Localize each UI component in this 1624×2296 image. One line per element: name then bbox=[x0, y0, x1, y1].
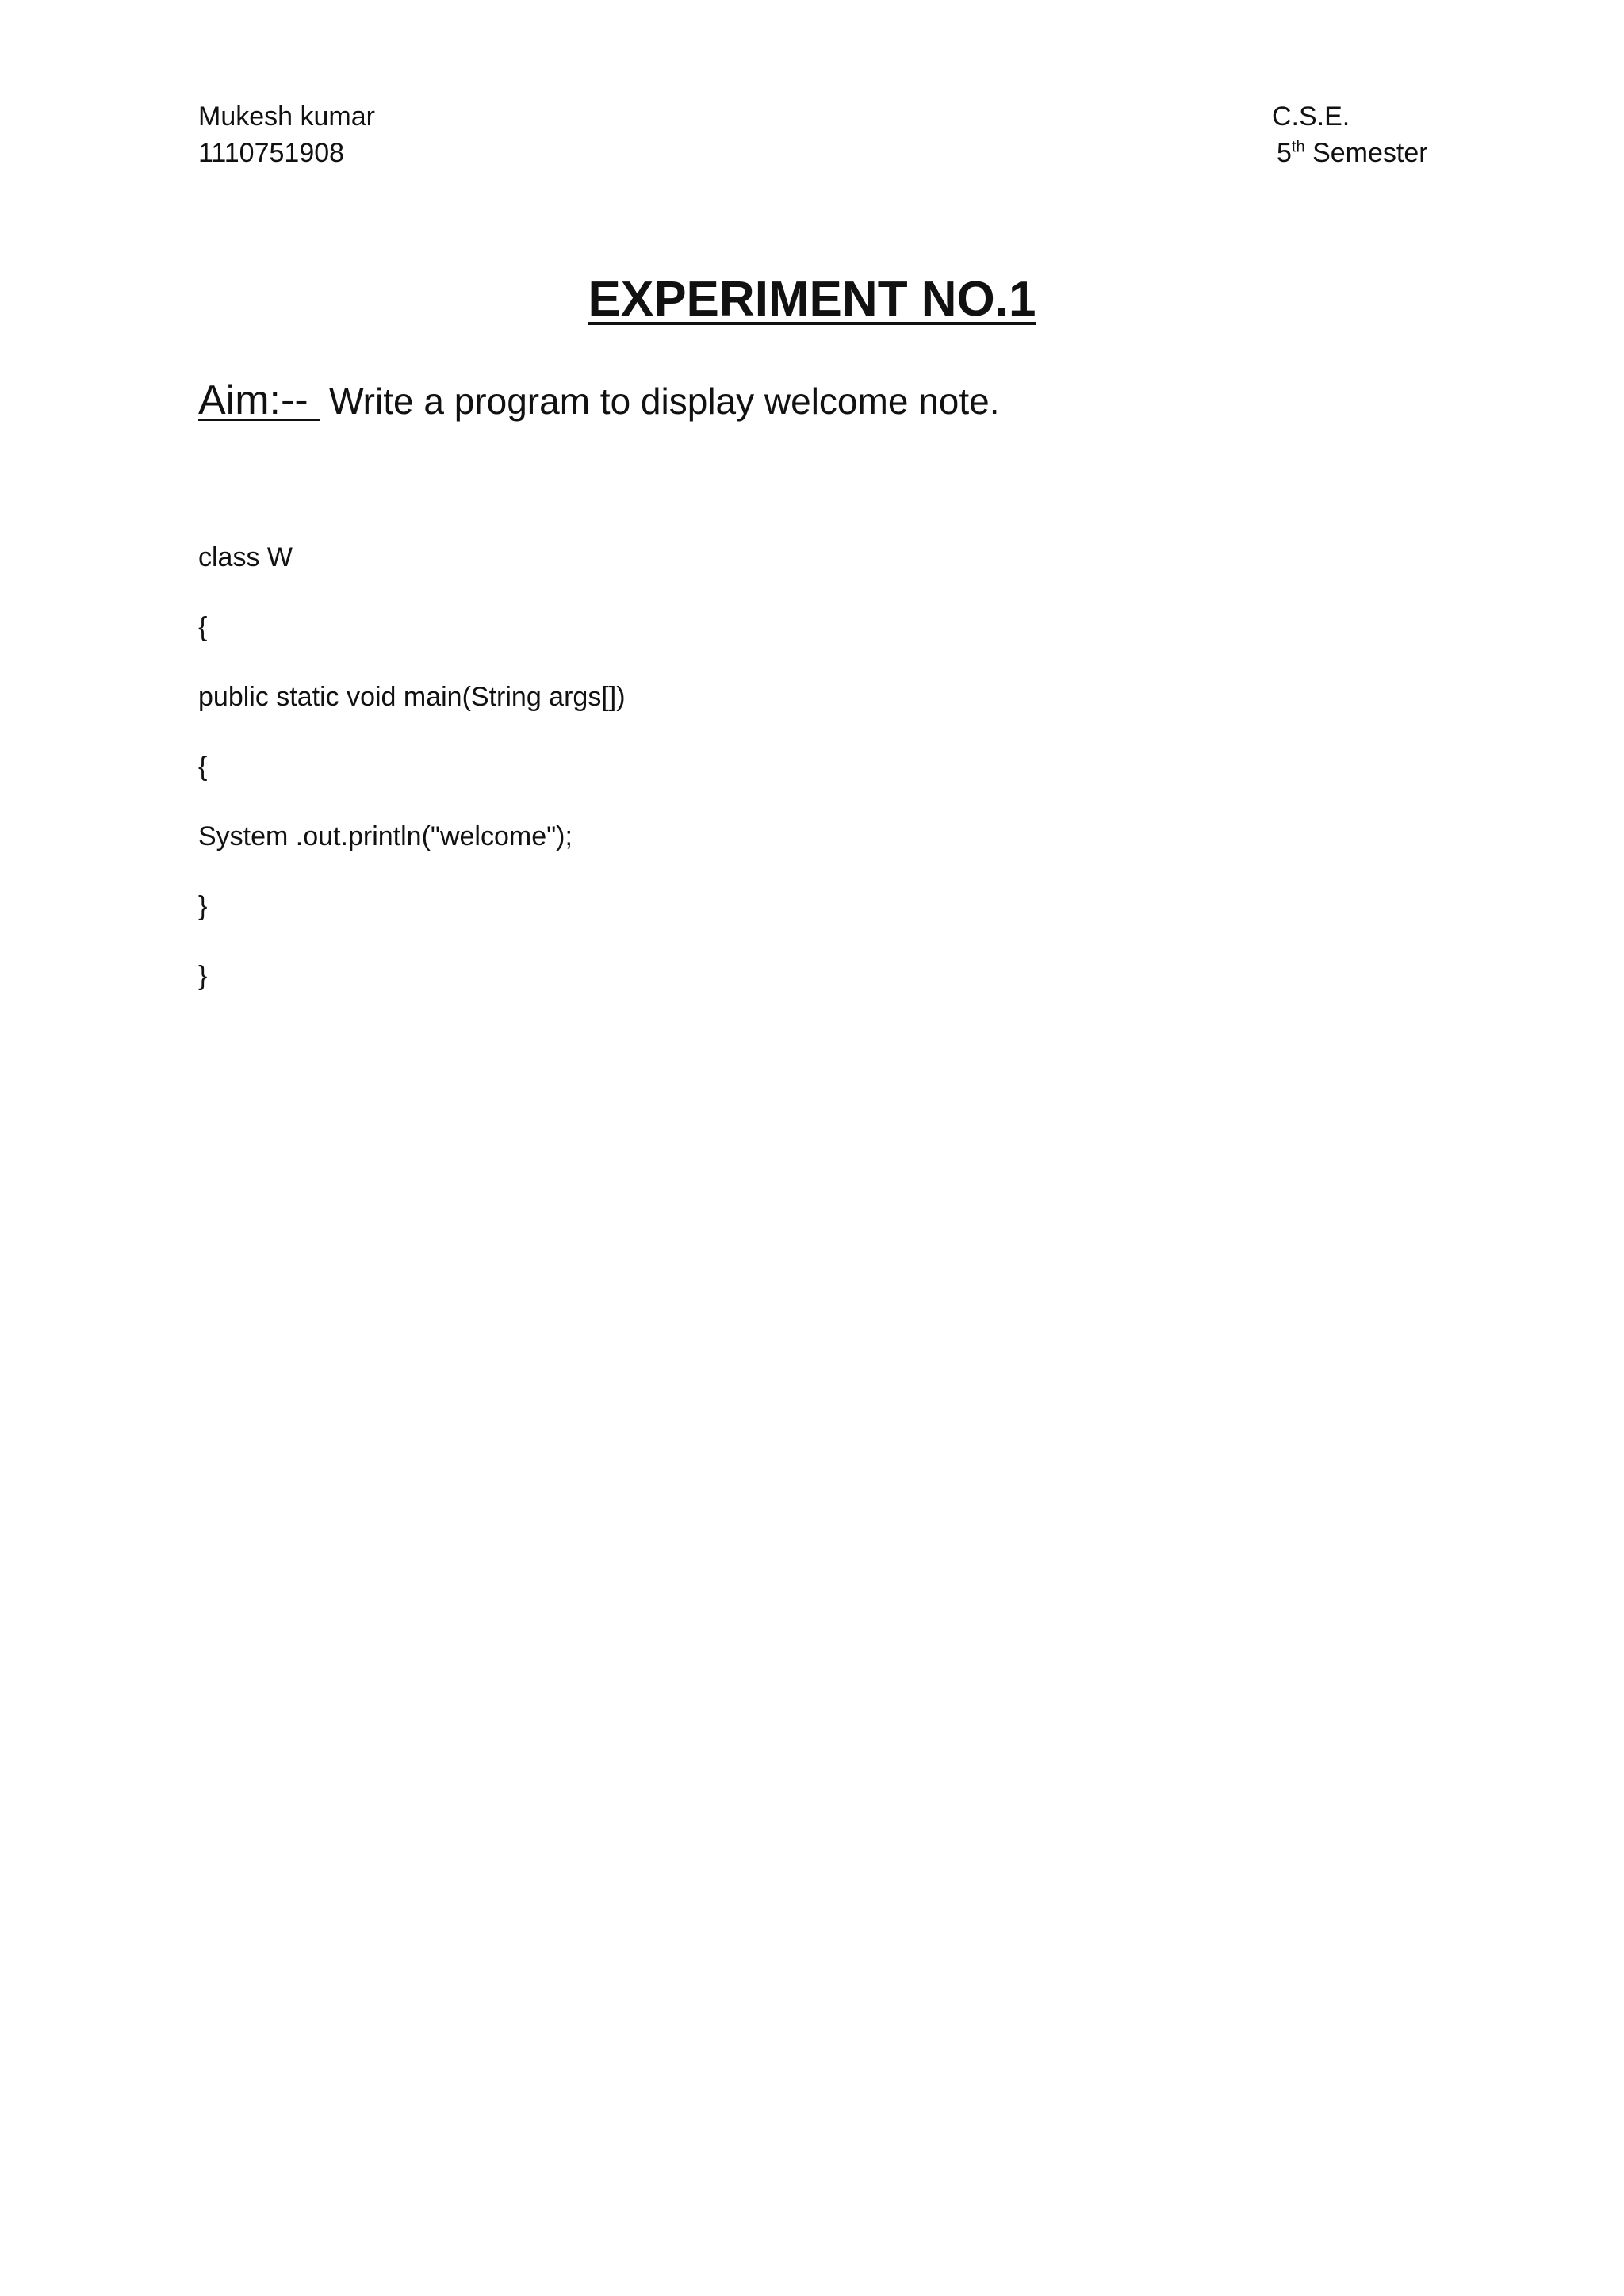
course-info bbox=[1272, 98, 1428, 171]
code-line: } bbox=[198, 961, 208, 991]
semester-number: 5 bbox=[1277, 138, 1292, 168]
code-line: public static void main(String args[]) bbox=[198, 682, 626, 712]
semester-word: Semester bbox=[1312, 138, 1428, 168]
student-info bbox=[198, 98, 375, 171]
page-title bbox=[0, 268, 1624, 331]
aim-statement bbox=[198, 373, 1000, 429]
code-line: System .out.println("welcome"); bbox=[198, 821, 573, 851]
aim-label: Aim:-- bbox=[198, 377, 320, 423]
roll-number: 1110751908 bbox=[198, 138, 345, 168]
code-line: { bbox=[198, 752, 208, 782]
semester bbox=[1272, 135, 1428, 171]
author-name: Mukesh kumar bbox=[198, 101, 375, 132]
semester-suffix: th bbox=[1291, 138, 1305, 156]
code-line: class W bbox=[198, 542, 293, 572]
code-line: } bbox=[198, 891, 208, 921]
page-title-text: EXPERIMENT NO.1 bbox=[588, 272, 1036, 327]
code-listing bbox=[198, 539, 626, 1027]
aim-text: Write a program to display welcome note. bbox=[329, 381, 1000, 422]
department: C.S.E. bbox=[1272, 101, 1350, 132]
code-line: { bbox=[198, 612, 208, 642]
